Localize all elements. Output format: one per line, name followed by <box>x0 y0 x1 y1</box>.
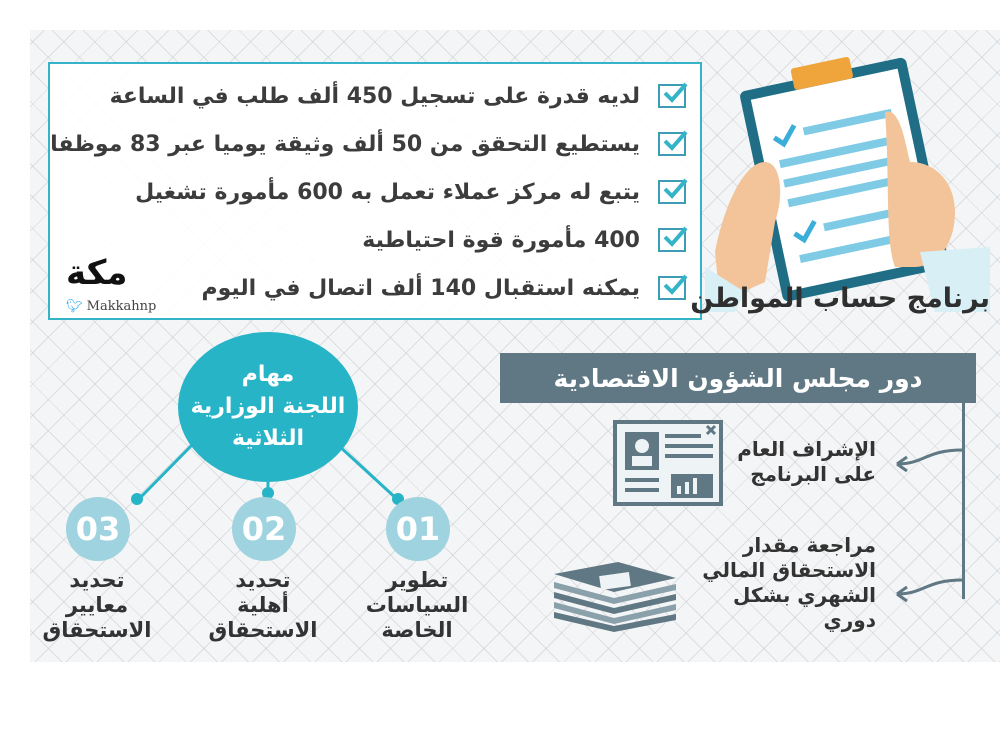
connector-dot <box>131 493 143 505</box>
checklist-text: يتبع له مركز عملاء تعمل به 600 مأمورة تشغيل <box>135 179 640 205</box>
checkbox-icon <box>658 180 686 204</box>
checklist-item <box>135 172 686 212</box>
council-role-review <box>702 533 876 633</box>
checklist-item <box>110 76 686 116</box>
task-line: معايير <box>65 593 129 617</box>
task-label-01 <box>352 568 482 643</box>
report-document-icon <box>613 420 723 506</box>
role-line: الإشراف العام <box>737 437 876 461</box>
committee-title-line: مهام <box>241 362 295 387</box>
checklist-text: يستطيع التحقق من 50 ألف وثيقة يوميا عبر 83 موظفا <box>50 131 640 157</box>
twitter-handle <box>66 299 156 314</box>
checkbox-icon <box>658 84 686 108</box>
task-line: الخاصة <box>381 618 453 642</box>
program-title: برنامج حساب المواطن <box>690 283 990 314</box>
committee-title-line: اللجنة الوزارية <box>190 394 346 419</box>
checklist-item <box>50 124 686 164</box>
task-line: الاستحقاق <box>42 618 152 642</box>
task-line: تحديد <box>69 568 125 592</box>
task-label-02 <box>198 568 328 643</box>
task-line: أهلية <box>237 593 289 617</box>
role-line: مراجعة مقدار <box>742 533 876 557</box>
task-line: الاستحقاق <box>208 618 318 642</box>
checklist-text: لديه قدرة على تسجيل 450 ألف طلب في الساعة <box>109 83 640 109</box>
checklist-item <box>201 268 686 308</box>
money-stack-icon <box>548 560 680 632</box>
role-line: الشهري بشكل <box>733 583 876 607</box>
task-line: تطوير <box>385 568 449 592</box>
role-line: دوري <box>823 608 876 632</box>
logo-wordmark: مكة <box>66 253 128 293</box>
council-arrows <box>885 440 965 610</box>
council-role-supervision <box>737 437 876 487</box>
checkbox-icon <box>658 228 686 252</box>
twitter-handle-text: Makkahnp <box>86 299 157 314</box>
task-label-03 <box>32 568 162 643</box>
role-line: الاستحقاق المالي <box>702 558 876 582</box>
checkbox-icon <box>658 132 686 156</box>
checkbox-icon <box>658 276 686 300</box>
makkah-logo <box>60 255 180 317</box>
task-number-01: 01 <box>386 497 450 561</box>
task-line: السياسات <box>365 593 469 617</box>
clipboard-illustration-icon <box>690 52 990 314</box>
task-number-03: 03 <box>66 497 130 561</box>
checklist-text: يمكنه استقبال 140 ألف اتصال في اليوم <box>201 275 640 301</box>
task-line: تحديد <box>235 568 291 592</box>
task-number-02: 02 <box>232 497 296 561</box>
twitter-bird-icon: 🐦︎ <box>66 299 83 314</box>
council-banner: دور مجلس الشؤون الاقتصادية <box>500 353 976 403</box>
committee-circle <box>178 332 358 482</box>
committee-title-line: الثلاثية <box>231 426 305 451</box>
role-line: على البرنامج <box>750 462 876 486</box>
checklist-text: 400 مأمورة قوة احتياطية <box>362 227 640 253</box>
checklist-item <box>362 220 686 260</box>
